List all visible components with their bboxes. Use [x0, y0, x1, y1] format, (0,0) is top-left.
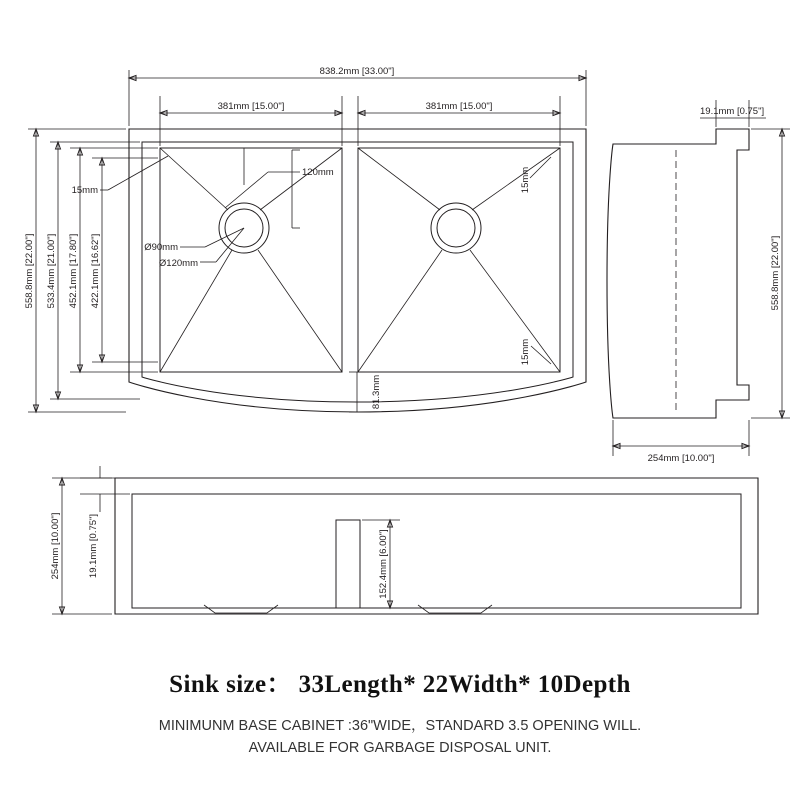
sink-size-title: Sink size： 33Length* 22Width* 10Depth: [169, 671, 631, 698]
dim-right-bowl-width: 381mm [15.00"]: [425, 101, 493, 112]
dim-front-depth: 254mm [10.00"]: [50, 512, 61, 580]
dim-top-depth-4: 422.1mm [16.62"]: [90, 233, 101, 309]
dim-side-depth: 254mm [10.00"]: [647, 453, 715, 464]
front-elevation-view: [52, 466, 758, 614]
caption-block: [0, 664, 800, 760]
cabinet-note-line-2: AVAILABLE FOR GARBAGE DISPOSAL UNIT.: [248, 739, 552, 756]
dim-left-bowl-width: 381mm [15.00"]: [217, 101, 285, 112]
dim-top-overall-depth: 558.8mm [22.00"]: [24, 233, 35, 309]
dim-drain-outer: Ø120mm: [158, 258, 198, 269]
side-section-view: [607, 100, 790, 456]
dim-top-depth-3: 452.1mm [17.80"]: [68, 233, 79, 309]
dim-top-overall-width: 838.2mm [33.00"]: [319, 66, 395, 77]
dim-corner-radius-right-bottom: 15mm: [520, 338, 531, 366]
dim-corner-radius-left: 15mm: [71, 185, 98, 196]
dim-apron-curve: 81.3mm: [371, 374, 382, 410]
top-view: [28, 70, 586, 412]
dim-corner-radius-right-top: 15mm: [520, 166, 531, 194]
cabinet-note-line-1: MINIMUNM BASE CABINET :36"WIDE，STANDARD 3.5 OPENING WILL.: [158, 718, 642, 734]
dim-side-top-lip: 19.1mm [0.75"]: [700, 106, 765, 117]
dim-top-depth-2: 533.4mm [21.00"]: [46, 233, 57, 309]
dim-side-height: 558.8mm [22.00"]: [770, 235, 781, 311]
dim-drain-inner: Ø90mm: [144, 242, 178, 253]
dim-drain-offset: 120mm: [302, 167, 334, 178]
dim-front-divider-height: 152.4mm [6.00"]: [378, 529, 389, 599]
dim-front-lip: 19.1mm [0.75"]: [88, 513, 99, 579]
front-outer-body: [115, 478, 758, 614]
side-profile-outline: [607, 129, 749, 418]
